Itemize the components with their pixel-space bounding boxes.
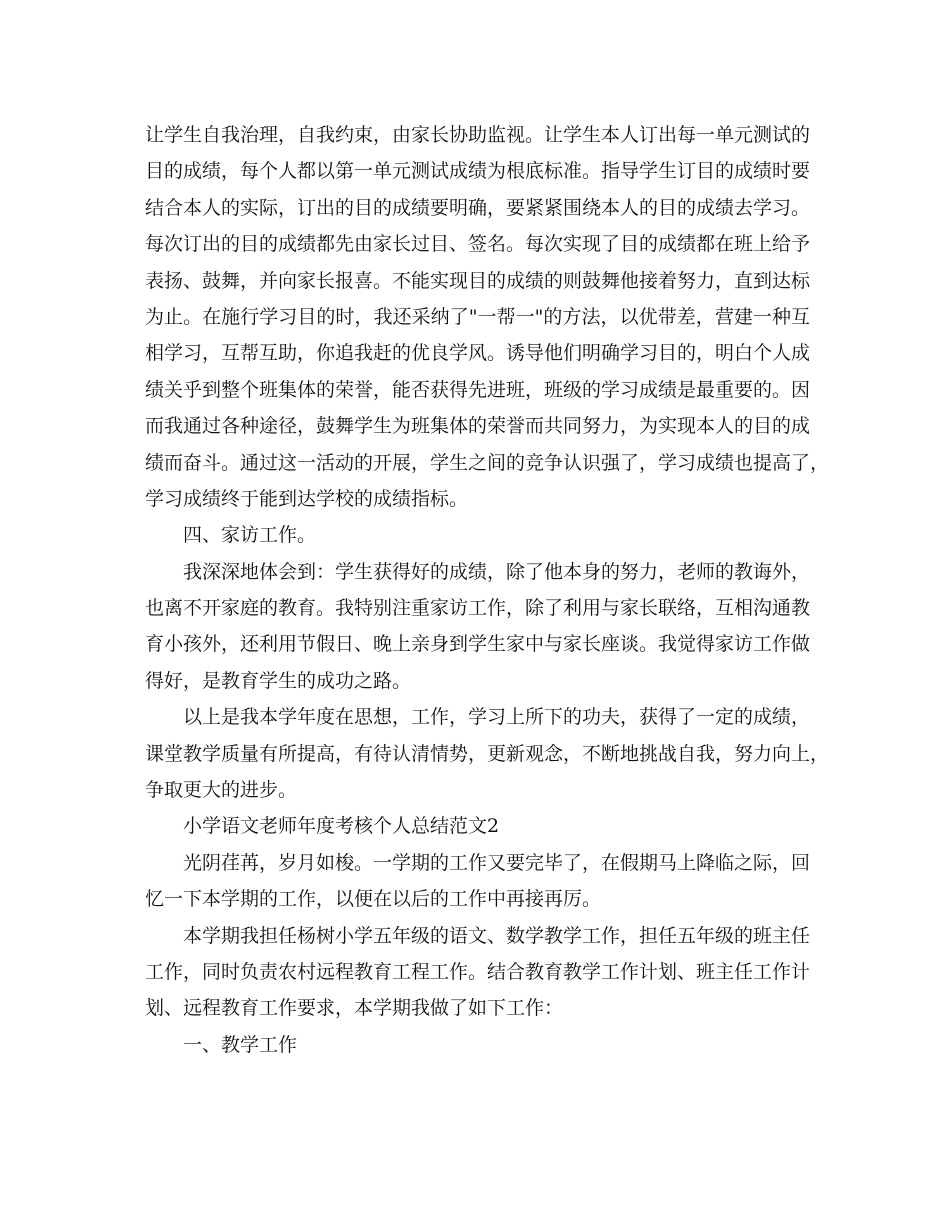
text-line: 小学语文老师年度考核个人总结范文2 <box>183 815 500 838</box>
text-line: 也离不开家庭的教育。我特别注重家访工作，除了利用与家长联络，互相沟通教 <box>145 597 811 620</box>
text-line: 工作，同时负责农村远程教育工程工作。结合教育教学工作计划、班主任工作计 <box>145 960 811 983</box>
text-line: 四、家访工作。 <box>183 524 317 547</box>
text-line: 以上是我本学年度在思想，工作，学习上所下的功夫，获得了一定的成绩， <box>183 706 811 729</box>
text-line: 而我通过各种途径，鼓舞学生为班集体的荣誉而共同努力，为实现本人的目的成 <box>145 415 811 438</box>
text-line: 绩而奋斗。通过这一活动的开展，学生之间的竞争认识强了，学习成绩也提高了， <box>145 451 830 474</box>
text-line: 得好，是教育学生的成功之路。 <box>145 669 412 692</box>
text-line: 光阴荏苒，岁月如梭。一学期的工作又要完毕了，在假期马上降临之际，回 <box>183 851 811 874</box>
document-body <box>145 117 830 1063</box>
text-line: 划、远程教育工作要求，本学期我做了如下工作： <box>145 997 564 1020</box>
text-line: 让学生自我治理，自我约束，由家长协助监视。让学生本人订出每一单元测试的 <box>145 124 811 146</box>
text-line: 表扬、鼓舞，并向家长报喜。不能实现目的成绩的则鼓舞他接着努力，直到达标 <box>145 269 811 292</box>
text-line: 忆一下本学期的工作，以便在以后的工作中再接再厉。 <box>145 888 602 911</box>
text-line: 育小孩外，还利用节假日、晚上亲身到学生家中与家长座谈。我觉得家访工作做 <box>145 633 811 656</box>
text-line: 目的成绩，每个人都以第一单元测试成绩为根底标准。指导学生订目的成绩时要 <box>145 160 811 183</box>
text-line: 我深深地体会到：学生获得好的成绩，除了他本身的努力，老师的教诲外， <box>183 560 811 583</box>
text-line: 结合本人的实际，订出的目的成绩要明确，要紧紧围绕本人的目的成绩去学习。 <box>145 196 811 219</box>
text-line: 绩关乎到整个班集体的荣誉，能否获得先进班，班级的学习成绩是最重要的。因 <box>145 378 811 401</box>
text-line: 相学习，互帮互助，你追我赶的优良学风。诱导他们明确学习目的，明白个人成 <box>145 342 811 365</box>
text-line: 本学期我担任杨树小学五年级的语文、数学教学工作，担任五年级的班主任 <box>183 924 811 947</box>
text-line: 每次订出的目的成绩都先由家长过目、签名。每次实现了目的成绩都在班上给予 <box>145 233 811 256</box>
text-line: 为止。在施行学习目的时，我还采纳了"一帮一"的方法，以优带差，营建一种互 <box>145 305 810 328</box>
text-line: 课堂教学质量有所提高，有待认清情势，更新观念，不断地挑战自我，努力向上， <box>145 742 830 765</box>
text-line: 一、教学工作 <box>183 1033 298 1056</box>
text-line: 学习成绩终于能到达学校的成绩指标。 <box>145 487 469 510</box>
text-line: 争取更大的进步。 <box>145 779 298 802</box>
